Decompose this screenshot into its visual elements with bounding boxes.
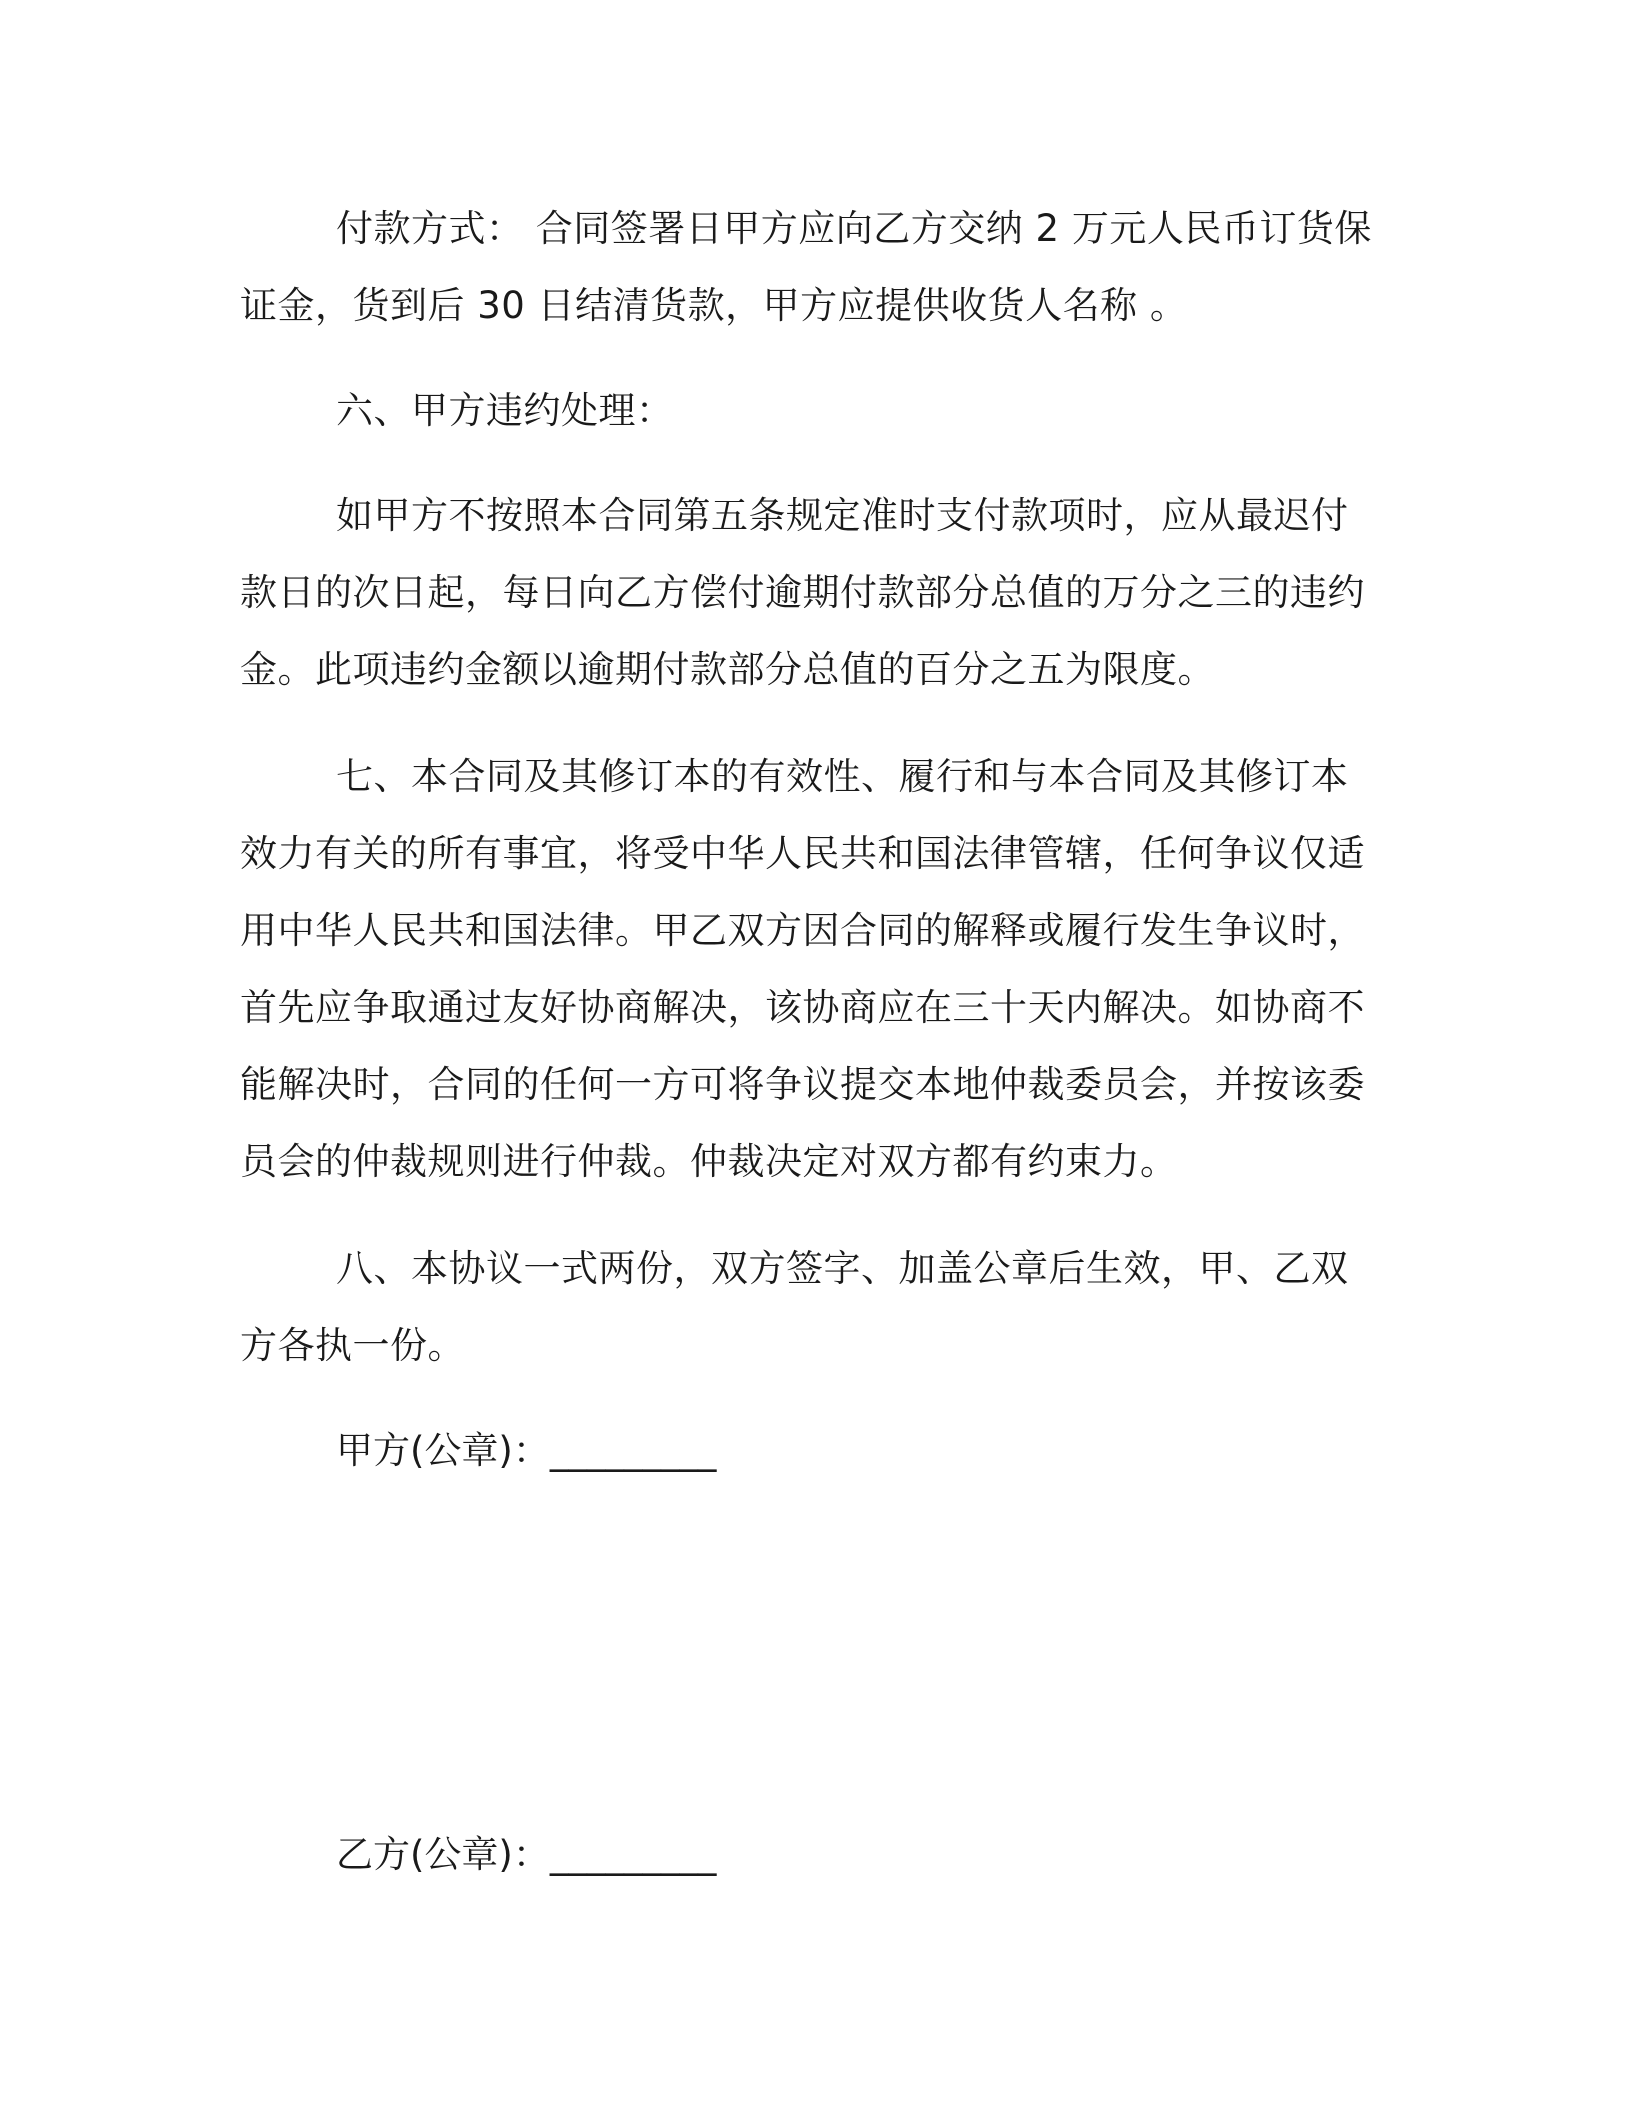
payment-terms-paragraph: 付款方式： 合同签署日甲方应向乙方交纳 2 万元人民币订货保证金，货到后 30 日结清货款，甲方应提供收货人名称 。 [240,207,1372,327]
section6-body-paragraph: 如甲方不按照本合同第五条规定准时支付款项时，应从最迟付款日的次日起，每日向乙方偿付逾期付款部分总值的万分之三的违约金。此项违约金额以逾期付款部分总值的百分之五为限度。 [240,494,1365,691]
contract-page [240,190,1376,1893]
section6-heading: 六、甲方违约处理： [336,389,674,432]
party-b-signature-line: 乙方(公章)：_________ [336,1833,717,1876]
section7-paragraph: 七、本合同及其修订本的有效性、履行和与本合同及其修订本效力有关的所有事宜，将受中华人民共和国法律管辖，任何争议仅适用中华人民共和国法律。甲乙双方因合同的解释或履行发生争议时，首先应争取通过友好协商解决，该协商应在三十天内解决。如协商不能解决时，合同的任何一方可将争议提交本地仲裁委员会，并按该委员会的仲裁规则进行仲裁。仲裁决定对双方都有约束力。 [240,755,1365,1183]
party-a-signature-line: 甲方(公章)：_________ [336,1429,717,1472]
section8-paragraph: 八、本协议一式两份，双方签字、加盖公章后生效，甲、乙双方各执一份。 [240,1247,1349,1367]
